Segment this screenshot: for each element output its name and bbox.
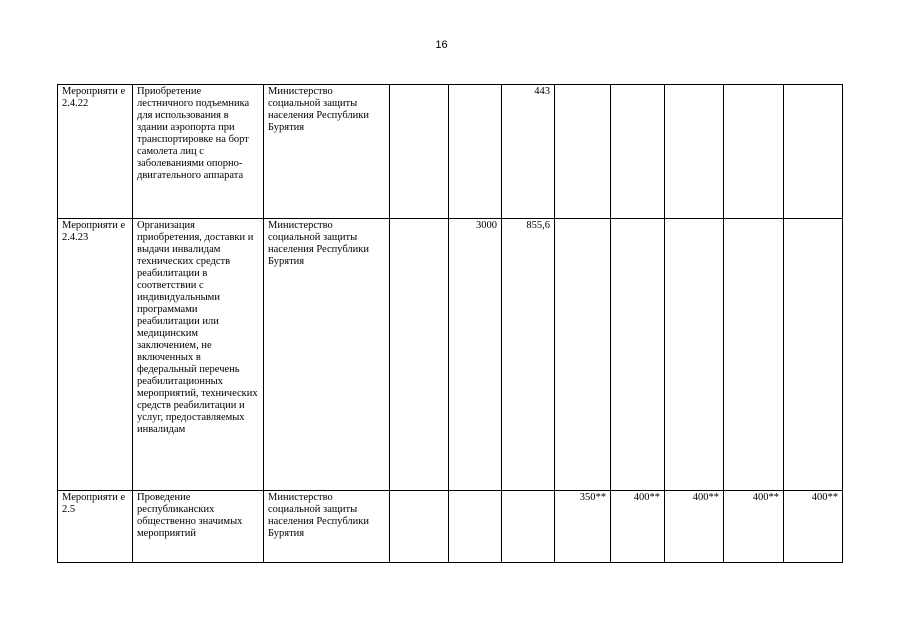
value-cell bbox=[390, 85, 449, 219]
value-cell: 3000 bbox=[449, 219, 502, 491]
event-code: Мероприяти е 2.5 bbox=[58, 491, 133, 563]
value-cell: 855,6 bbox=[502, 219, 555, 491]
responsible-executor: Министерство социальной защиты населения Республики Бурятия bbox=[264, 85, 390, 219]
event-description: Приобретение лестничного подъемника для использования в здании аэропорта при транспортировке на борт самолета лиц с заболеваниями опорно-двигательного аппарата bbox=[133, 85, 264, 219]
event-code: Мероприяти е 2.4.23 bbox=[58, 219, 133, 491]
value-cell bbox=[611, 219, 665, 491]
value-cell: 400** bbox=[611, 491, 665, 563]
responsible-executor: Министерство социальной защиты населения Республики Бурятия bbox=[264, 219, 390, 491]
value-cell bbox=[665, 219, 724, 491]
value-cell bbox=[390, 491, 449, 563]
page-number: 16 bbox=[435, 39, 448, 51]
responsible-executor: Министерство социальной защиты населения Республики Бурятия bbox=[264, 491, 390, 563]
event-description: Проведение республиканских общественно значимых мероприятий bbox=[133, 491, 264, 563]
value-cell bbox=[449, 85, 502, 219]
table-row bbox=[58, 491, 843, 563]
value-cell bbox=[784, 219, 843, 491]
value-cell bbox=[724, 85, 784, 219]
value-cell bbox=[390, 219, 449, 491]
value-cell: 350** bbox=[555, 491, 611, 563]
value-cell bbox=[449, 491, 502, 563]
value-cell bbox=[611, 85, 665, 219]
value-cell bbox=[555, 85, 611, 219]
table-row bbox=[58, 219, 843, 491]
event-description: Организация приобретения, доставки и выдачи инвалидам технических средств реабилитации в соответствии с индивидуальными программами реабилитации или медицинским заключением, не включенных в федеральный перечень реабилитационных мероприятий, технических средств реабилитации и услуг, предоставляемых инвалидам bbox=[133, 219, 264, 491]
value-cell bbox=[784, 85, 843, 219]
value-cell bbox=[502, 491, 555, 563]
value-cell bbox=[724, 219, 784, 491]
program-table bbox=[57, 84, 843, 563]
value-cell: 400** bbox=[724, 491, 784, 563]
value-cell: 400** bbox=[665, 491, 724, 563]
value-cell bbox=[555, 219, 611, 491]
table-row bbox=[58, 85, 843, 219]
value-cell bbox=[665, 85, 724, 219]
value-cell: 400** bbox=[784, 491, 843, 563]
event-code: Мероприяти е 2.4.22 bbox=[58, 85, 133, 219]
value-cell: 443 bbox=[502, 85, 555, 219]
